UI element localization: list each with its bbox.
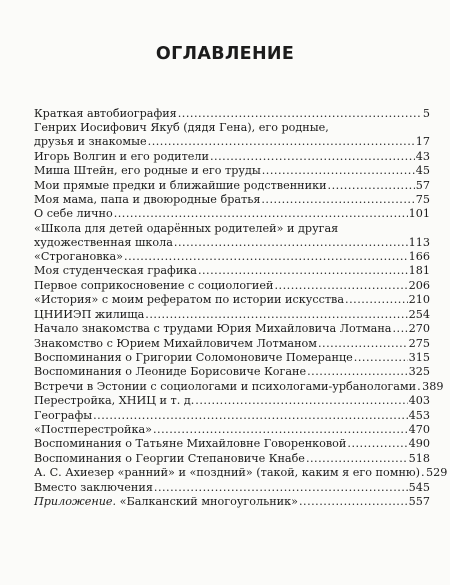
toc-entry-line — [34, 179, 430, 193]
toc-entry-line — [34, 264, 430, 278]
toc-entry-title: Географы — [34, 408, 93, 422]
dot-leader — [318, 337, 408, 351]
page-number: 453 — [408, 408, 430, 422]
dot-leader — [347, 437, 407, 451]
toc-entry — [34, 264, 430, 278]
dot-leader — [299, 495, 408, 509]
toc-entry-line — [34, 452, 430, 466]
dot-leader — [328, 179, 415, 193]
toc-entry — [34, 107, 430, 121]
dot-leader — [148, 135, 415, 149]
toc-entry-line — [34, 351, 430, 365]
toc-entry-title: «Постперестройка» — [34, 422, 152, 436]
toc-entry-line — [34, 365, 430, 379]
toc-entry-title: Воспоминания о Татьяне Михайловне Говоренковой — [34, 437, 347, 451]
toc-entry — [34, 207, 430, 221]
toc-entry — [34, 452, 430, 466]
dot-leader — [178, 107, 422, 121]
page-number: 181 — [408, 264, 430, 278]
toc-entry — [34, 308, 430, 322]
toc-entry-line — [34, 466, 448, 480]
toc-entry — [34, 179, 430, 193]
toc-entry-line — [34, 193, 430, 207]
page-number: 5 — [422, 107, 430, 120]
toc-entry-line — [34, 394, 430, 408]
toc-entry — [34, 322, 430, 336]
page-number: 270 — [408, 322, 430, 336]
dot-leader — [153, 423, 408, 437]
toc-entry — [34, 351, 430, 365]
toc-entry — [34, 250, 430, 264]
toc-entry — [34, 466, 448, 480]
page-number: 557 — [408, 494, 430, 508]
page-number: 518 — [408, 451, 430, 465]
toc-entry-title: Первое соприкосновение с социологией — [34, 278, 274, 292]
toc-entry-title: Воспоминания о Григории Соломоновиче Померанце — [34, 350, 353, 364]
toc-entry-title: Игорь Волгин и его родители — [34, 149, 209, 163]
page-number: 403 — [408, 394, 430, 408]
toc-entry-title: «Строгановка» — [34, 250, 124, 264]
toc-entry-title: Встречи в Эстонии с социологами и психологами-урбанологами — [34, 379, 417, 393]
dot-leader — [345, 293, 408, 307]
page-number: 101 — [408, 207, 430, 221]
table-of-contents — [34, 107, 448, 509]
toc-entry-title: ЦНИИЭП жилища — [34, 307, 145, 321]
toc-entry-title-line: Генрих Иосифович Якуб (дядя Гена), его родные, — [34, 121, 329, 135]
toc-entry-line — [34, 207, 430, 221]
toc-entry-line — [34, 322, 430, 336]
dot-leader — [392, 322, 407, 336]
page-number: 545 — [408, 480, 430, 494]
dot-leader — [154, 481, 408, 495]
toc-entry — [34, 495, 430, 509]
toc-entry-title: Перестройка, ХНИЦ и т. д. — [34, 394, 195, 408]
dot-leader — [124, 250, 408, 264]
toc-entry-line — [34, 481, 430, 495]
page-number: 470 — [408, 422, 430, 436]
toc-entry-line — [34, 236, 430, 250]
toc-entry — [34, 193, 430, 207]
toc-entry-line — [34, 135, 430, 149]
dot-leader — [274, 279, 407, 293]
dot-leader — [114, 207, 408, 221]
toc-entry-title: Мои прямые предки и ближайшие родственники — [34, 178, 327, 192]
page-number: 529 — [426, 466, 448, 480]
toc-entry — [34, 409, 430, 423]
page-number: 17 — [415, 135, 430, 149]
dot-leader — [262, 164, 415, 178]
dot-leader — [261, 193, 414, 207]
toc-entry-line — [34, 337, 430, 351]
page-number: 210 — [408, 293, 430, 307]
toc-entry-title: друзья и знакомые — [34, 135, 147, 149]
toc-entry — [34, 121, 430, 149]
toc-entry-title: Начало знакомства с трудами Юрия Михайловича Лотмана — [34, 322, 392, 336]
toc-entry-title: «История» с моим рефератом по истории искусства — [34, 293, 345, 307]
dot-leader — [307, 365, 408, 379]
dot-leader — [421, 466, 425, 480]
page-number: 206 — [408, 278, 430, 292]
dot-leader — [174, 236, 408, 250]
page-number: 43 — [415, 149, 430, 163]
toc-entry-title: О себе лично — [34, 207, 113, 221]
dot-leader — [306, 452, 408, 466]
toc-entry-title: Миша Штейн, его родные и его труды — [34, 164, 261, 178]
page-number: 490 — [408, 437, 430, 451]
toc-entry-title: Вместо заключения — [34, 480, 153, 494]
page-number: 275 — [408, 336, 430, 350]
dot-leader — [93, 409, 408, 423]
page-number: 254 — [408, 307, 430, 321]
toc-entry-title: Воспоминания о Леониде Борисовиче Когане — [34, 365, 307, 379]
toc-entry — [34, 481, 430, 495]
toc-entry-line — [34, 423, 430, 437]
toc-entry-title-text: «Балканский многоугольник» — [116, 494, 298, 508]
toc-entry-title: художественная школа — [34, 235, 173, 249]
toc-entry-title — [34, 495, 298, 509]
toc-entry-title: Моя мама, папа и двоюродные братья — [34, 192, 261, 206]
toc-entry-line — [34, 409, 430, 423]
toc-entry — [34, 150, 430, 164]
toc-entry-line — [34, 437, 430, 451]
page-number: 166 — [408, 250, 430, 264]
toc-entry — [34, 337, 430, 351]
toc-entry-title: Знакомство с Юрием Михайловичем Лотманом — [34, 336, 317, 350]
toc-entry — [34, 365, 430, 379]
toc-entry-lead: Приложение. — [34, 494, 117, 508]
toc-entry — [34, 379, 444, 394]
toc-entry-title: Краткая автобиография — [34, 107, 177, 120]
page-number: 57 — [415, 178, 430, 192]
dot-leader — [417, 380, 421, 394]
page-number: 315 — [408, 350, 430, 364]
toc-entry — [34, 394, 430, 408]
toc-entry-title: А. С. Ахиезер «ранний» и «поздний» (такой, каким я его помню) — [34, 466, 421, 480]
toc-entry-title: Воспоминания о Георгии Степановиче Кнабе — [34, 451, 305, 465]
toc-entry-line — [34, 293, 430, 307]
toc-entry-line — [34, 250, 430, 264]
toc-entry-line — [34, 379, 444, 394]
toc-entry-line — [34, 164, 430, 178]
toc-entry — [34, 293, 430, 307]
toc-entry — [34, 279, 430, 293]
toc-entry-title-line: «Школа для детей одарённых родителей» и другая — [34, 221, 339, 235]
toc-entry-title: Моя студенческая графика — [34, 264, 197, 278]
page-number: 45 — [415, 164, 430, 178]
page-number: 113 — [408, 235, 430, 249]
toc-entry-line — [34, 107, 430, 121]
page-number: 75 — [415, 192, 430, 206]
toc-entry-line — [34, 308, 430, 322]
page-number: 325 — [408, 365, 430, 379]
toc-entry — [34, 164, 430, 178]
toc-entry — [34, 222, 430, 250]
dot-leader — [198, 264, 408, 278]
dot-leader — [354, 351, 408, 365]
dot-leader — [210, 150, 415, 164]
toc-entry — [34, 423, 430, 437]
toc-entry — [34, 437, 430, 451]
toc-entry-line — [34, 279, 430, 293]
toc-entry-line — [34, 495, 430, 509]
dot-leader — [195, 394, 407, 408]
page-number: 389 — [422, 379, 444, 393]
page-title: ОГЛАВЛЕНИЕ — [155, 44, 295, 64]
toc-entry-line — [34, 150, 430, 164]
dot-leader — [145, 308, 407, 322]
